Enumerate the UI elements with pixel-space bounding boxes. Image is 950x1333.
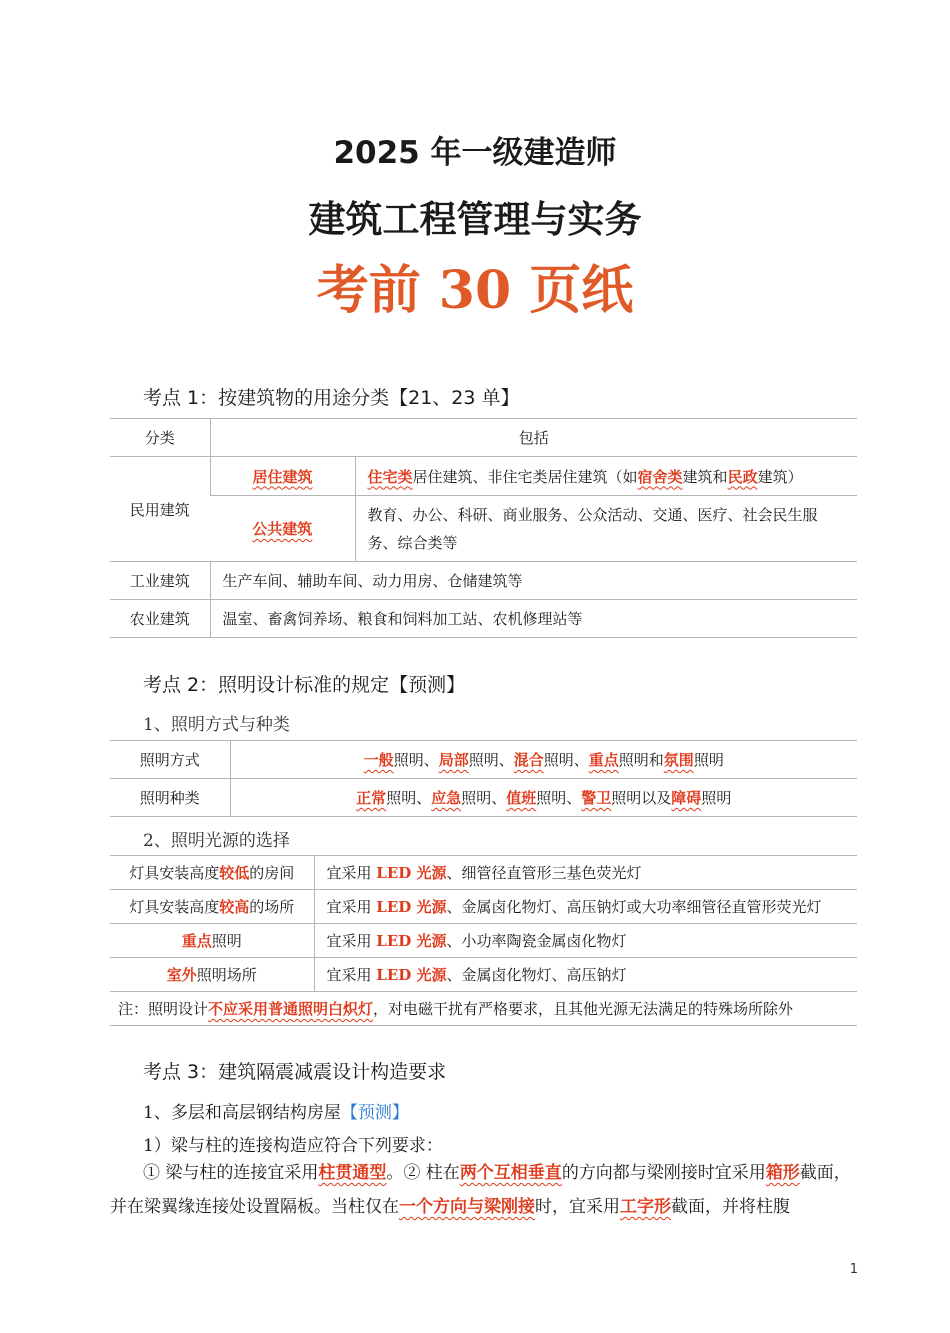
residential-text: 住宅类居住建筑、非住宅类居住建筑（如宿舍类建筑和民政建筑） <box>355 457 857 496</box>
kp3-heading: 考点 3：建筑隔震减震设计构造要求 <box>143 1061 447 1083</box>
light-source-table <box>110 855 857 1026</box>
public-text: 教育、办公、科研、商业服务、公众活动、交通、医疗、社会民生服务、综合类等 <box>355 496 857 562</box>
kp2-heading: 考点 2：照明设计标准的规定【预测】 <box>143 674 466 696</box>
lighting-mode-table <box>110 740 857 817</box>
kp3-sub2: 1）梁与柱的连接构造应符合下列要求： <box>143 1136 443 1156</box>
lighting-mode-label: 照明方式 <box>110 741 230 779</box>
source-row2-label: 灯具安装高度较高的场所 <box>110 890 314 924</box>
kp1-heading: 考点 1：按建筑物的用途分类【21、23 单】 <box>143 387 520 409</box>
source-row2-text: 宜采用 LED 光源、金属卤化物灯、高压钠灯或大功率细管径直管形荧光灯 <box>314 890 857 924</box>
lighting-mode-values: 一般照明、局部照明、混合照明、重点照明和氛围照明 <box>230 741 857 779</box>
forecast-tag: 【预测】 <box>340 1103 409 1123</box>
industrial-building-cell: 工业建筑 <box>110 562 210 600</box>
public-label: 公共建筑 <box>210 496 355 562</box>
kp2-sub2: 2、照明光源的选择 <box>143 831 290 851</box>
title-line-1: 2025 年一级建造师 <box>333 135 617 171</box>
lighting-type-values: 正常照明、应急照明、值班照明、警卫照明以及障碍照明 <box>230 779 857 817</box>
agricultural-text: 温室、畜禽饲养场、粮食和饲料加工站、农机修理站等 <box>210 600 857 638</box>
civil-building-cell: 民用建筑 <box>110 457 210 562</box>
document-title-block <box>0 130 950 324</box>
source-row1-label: 灯具安装高度较低的房间 <box>110 856 314 890</box>
source-row4-label: 室外照明场所 <box>110 958 314 992</box>
industrial-text: 生产车间、辅助车间、动力用房、仓储建筑等 <box>210 562 857 600</box>
agricultural-building-cell: 农业建筑 <box>110 600 210 638</box>
lighting-type-label: 照明种类 <box>110 779 230 817</box>
title-line-3: 考前 30 页纸 <box>316 260 634 321</box>
residential-label: 居住建筑 <box>210 457 355 496</box>
source-row3-label: 重点照明 <box>110 924 314 958</box>
building-classification-table <box>110 418 857 638</box>
source-row3-text: 宜采用 LED 光源、小功率陶瓷金属卤化物灯 <box>314 924 857 958</box>
header-includes: 包括 <box>210 419 857 457</box>
kp2-sub1: 1、照明方式与种类 <box>143 715 290 735</box>
source-row4-text: 宜采用 LED 光源、金属卤化物灯、高压钠灯 <box>314 958 857 992</box>
source-note: 注：照明设计不应采用普通照明白炽灯，对电磁干扰有严格要求，且其他光源无法满足的特殊场所除外 <box>110 992 857 1026</box>
title-line-2: 建筑工程管理与实务 <box>308 198 642 241</box>
kp3-sub1: 1、多层和高层钢结构房屋【预测】 <box>143 1103 409 1123</box>
source-row1-text: 宜采用 LED 光源、细管径直管形三基色荧光灯 <box>314 856 857 890</box>
header-category: 分类 <box>110 419 210 457</box>
kp3-paragraph: ① 梁与柱的连接宜采用柱贯通型。② 柱在两个互相垂直的方向都与梁刚接时宜采用箱形截面，并在梁翼缘连接处设置隔板。当柱仅在一个方向与梁刚接时，宜采用工字形截面，并将柱腹 <box>110 1163 851 1217</box>
page-number: 1 <box>849 1262 858 1277</box>
